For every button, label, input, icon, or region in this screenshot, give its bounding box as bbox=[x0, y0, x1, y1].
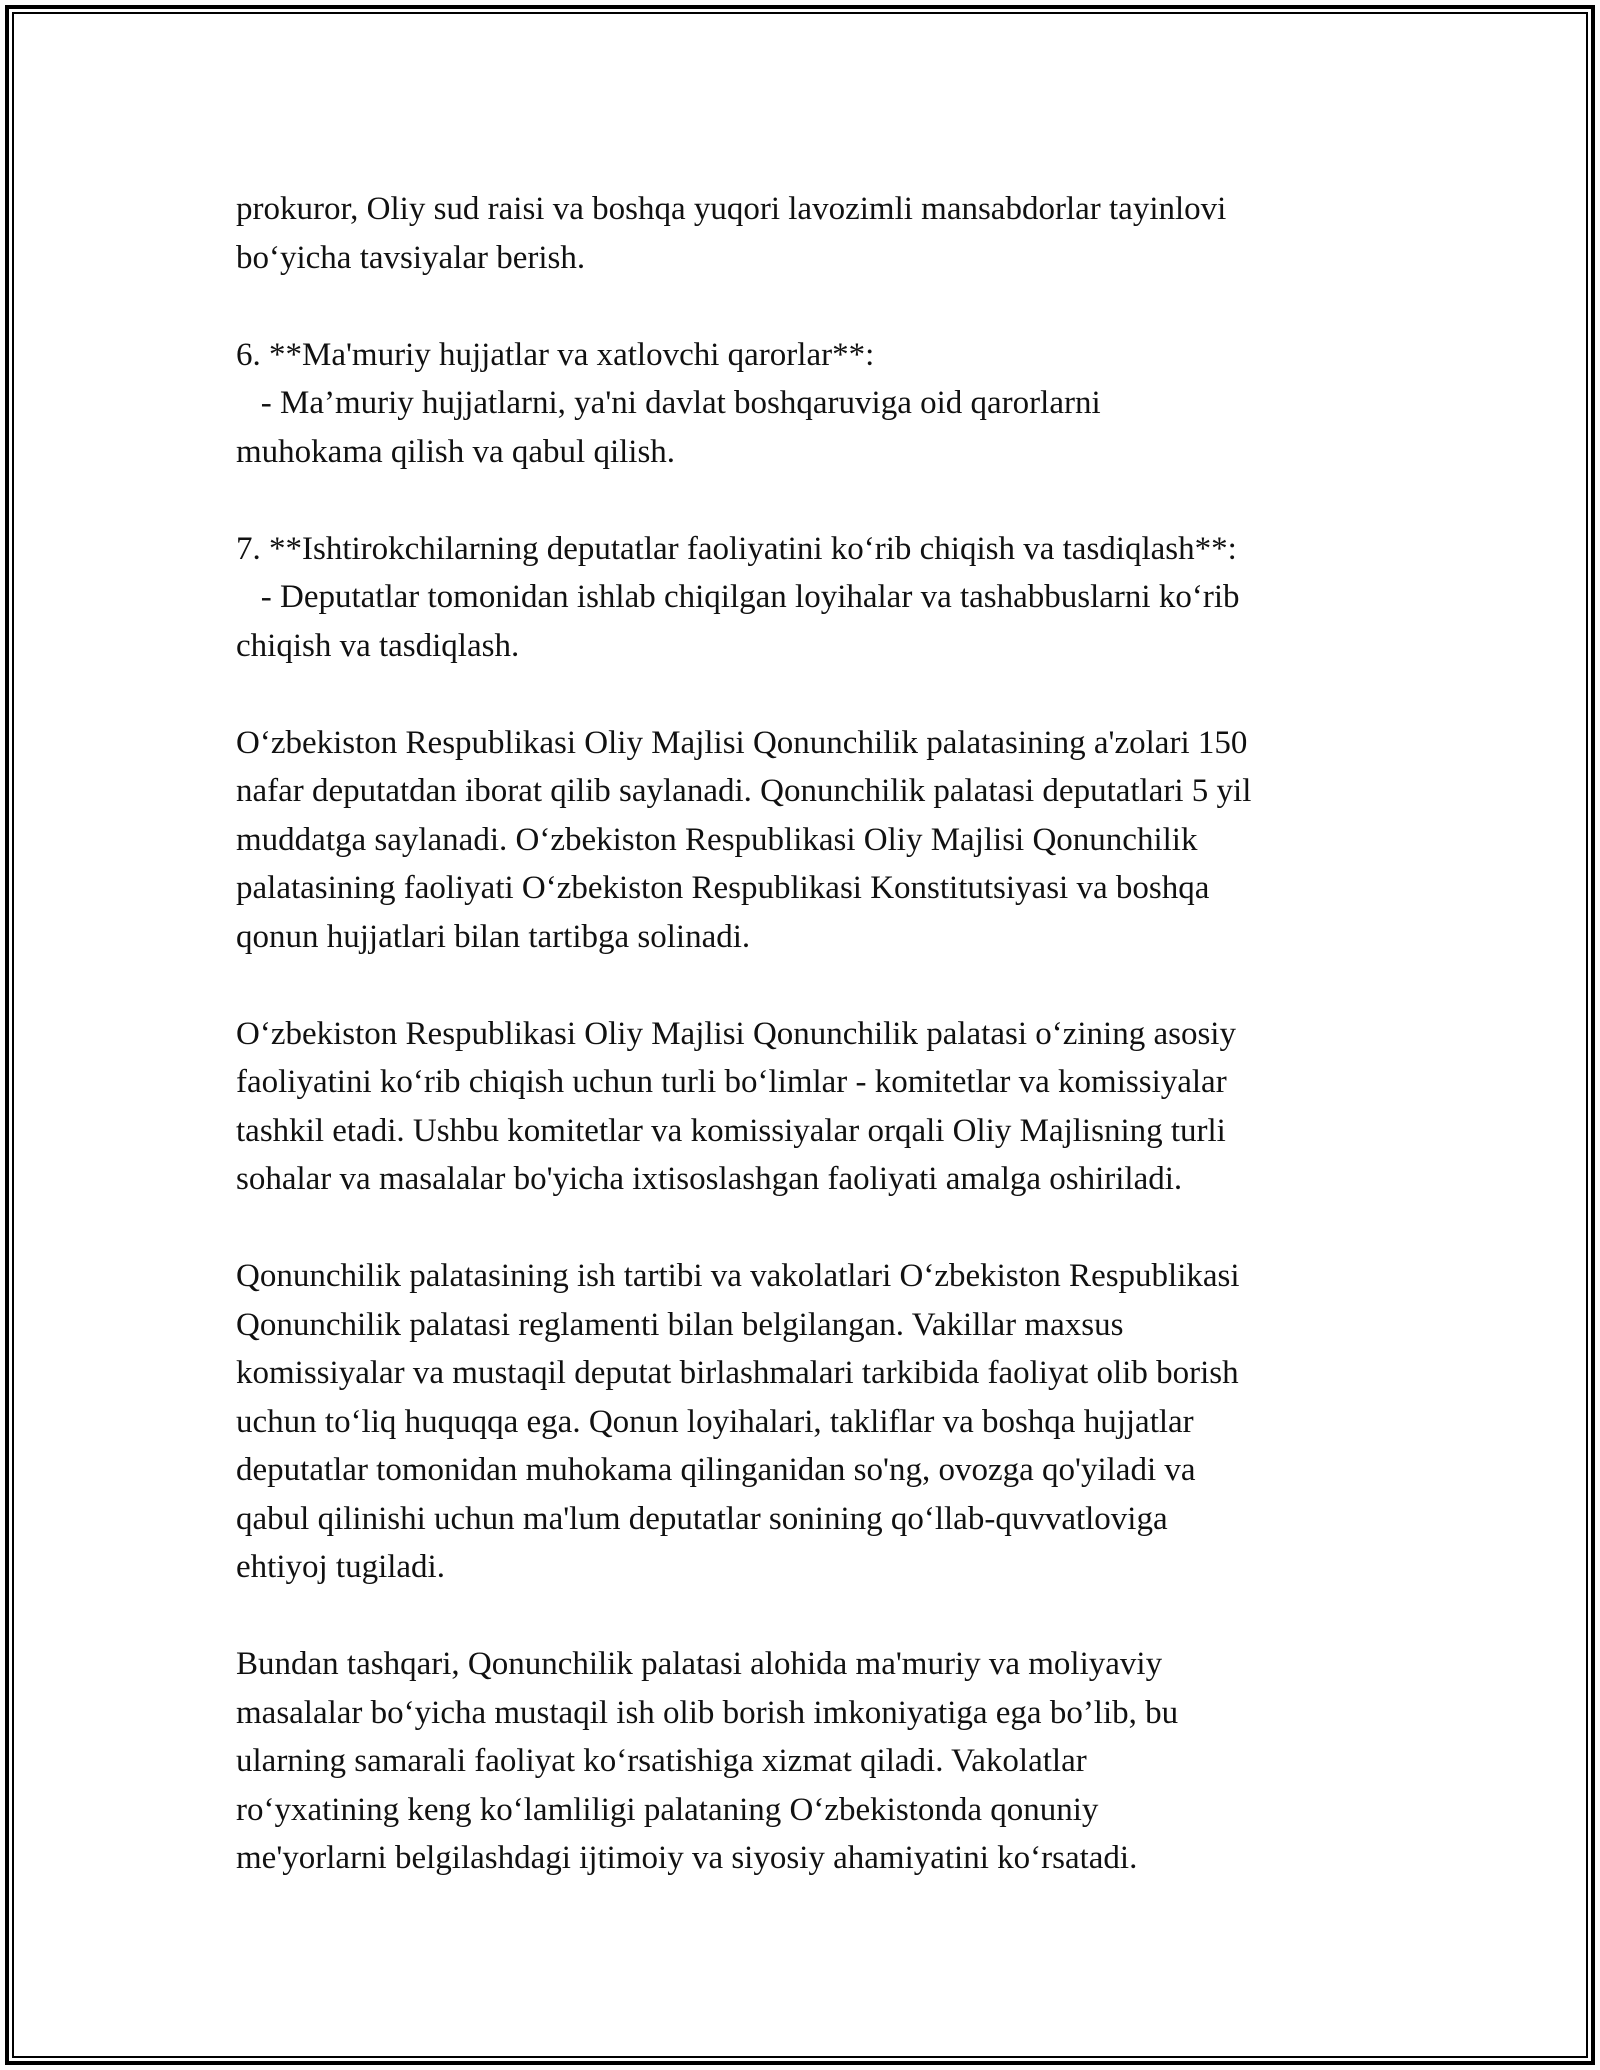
text-line: ularning samarali faoliyat ko‘rsatishiga xizmat qiladi. Vakolatlar bbox=[236, 1743, 1087, 1779]
text-line: sohalar va masalalar bo'yicha ixtisoslashgan faoliyati amalga oshiriladi. bbox=[236, 1161, 1183, 1197]
text-line: Bundan tashqari, Qonunchilik palatasi alohida ma'muriy va moliyaviy bbox=[236, 1646, 1163, 1682]
text-line: ro‘yxatining keng ko‘lamliligi palataning O‘zbekistonda qonuniy bbox=[236, 1791, 1099, 1828]
text-line: O‘zbekiston Respublikasi Oliy Majlisi Qonunchilik palatasi o‘zining asosiy bbox=[236, 1015, 1236, 1052]
text-line: chiqish va tasdiqlash. bbox=[236, 627, 520, 664]
text-line: ehtiyoj tugiladi. bbox=[236, 1549, 445, 1585]
text-line: me'yorlarni belgilashdagi ijtimoiy va siyosiy ahamiyatini ko‘rsatadi. bbox=[236, 1840, 1138, 1876]
text-line: qonun hujjatlari bilan tartibga solinadi. bbox=[236, 918, 751, 955]
text-line: faoliyatini ko‘rib chiqish uchun turli bo‘limlar - komitetlar va komissiyalar bbox=[236, 1064, 1227, 1100]
text-line: tashkil etadi. Ushbu komitetlar va komissiyalar orqali Oliy Majlisning turli bbox=[236, 1112, 1226, 1149]
text-line: bo‘yicha tavsiyalar berish. bbox=[236, 239, 586, 276]
document-body bbox=[236, 185, 1396, 1931]
text-line: qabul qilinishi uchun ma'lum deputatlar sonining qo‘llab-quvvatloviga bbox=[236, 1500, 1168, 1537]
paragraph-conclusion bbox=[236, 1640, 1396, 1883]
text-line: nafar deputatdan iborat qilib saylanadi. Qonunchilik palatasi deputatlari 5 yil bbox=[236, 773, 1252, 809]
paragraph-procedure bbox=[236, 1252, 1396, 1592]
text-line: Qonunchilik palatasi reglamenti bilan belgilangan. Vakillar maxsus bbox=[236, 1306, 1124, 1343]
paragraph-item-7 bbox=[236, 525, 1396, 671]
text-line: komissiyalar va mustaqil deputat birlashmalari tarkibida faoliyat olib borish bbox=[236, 1355, 1239, 1391]
text-line: - Ma’muriy hujjatlarni, ya'ni davlat boshqaruviga oid qarorlarni bbox=[236, 385, 1101, 421]
text-line: O‘zbekiston Respublikasi Oliy Majlisi Qonunchilik palatasining a'zolari 150 bbox=[236, 724, 1248, 761]
text-line: palatasining faoliyati O‘zbekiston Respublikasi Konstitutsiyasi va boshqa bbox=[236, 870, 1210, 906]
paragraph-item-6 bbox=[236, 331, 1396, 477]
text-line: masalalar bo‘yicha mustaqil ish olib borish imkoniyatiga ega bo’lib, bu bbox=[236, 1694, 1179, 1731]
text-line: deputatlar tomonidan muhokama qilinganidan so'ng, ovozga qo'yiladi va bbox=[236, 1452, 1196, 1488]
text-line: - Deputatlar tomonidan ishlab chiqilgan loyihalar va tashabbuslarni ko‘rib bbox=[236, 579, 1240, 615]
paragraph-composition bbox=[236, 719, 1396, 962]
item-heading: 7. **Ishtirokchilarning deputatlar faoliyatini ko‘rib chiqish va tasdiqlash**: bbox=[236, 530, 1237, 567]
text-line: muhokama qilish va qabul qilish. bbox=[236, 433, 676, 470]
text-line: uchun to‘liq huquqqa ega. Qonun loyihalari, takliflar va boshqa hujjatlar bbox=[236, 1403, 1194, 1440]
item-heading: 6. **Ma'muriy hujjatlar va xatlovchi qarorlar**: bbox=[236, 336, 875, 373]
text-line: muddatga saylanadi. O‘zbekiston Respublikasi Oliy Majlisi Qonunchilik bbox=[236, 821, 1198, 858]
paragraph-intro-continuation bbox=[236, 185, 1396, 282]
paragraph-committees bbox=[236, 1010, 1396, 1204]
text-line: prokuror, Oliy sud raisi va boshqa yuqori lavozimli mansabdorlar tayinlovi bbox=[236, 191, 1227, 227]
text-line: Qonunchilik palatasining ish tartibi va vakolatlari O‘zbekiston Respublikasi bbox=[236, 1258, 1240, 1294]
